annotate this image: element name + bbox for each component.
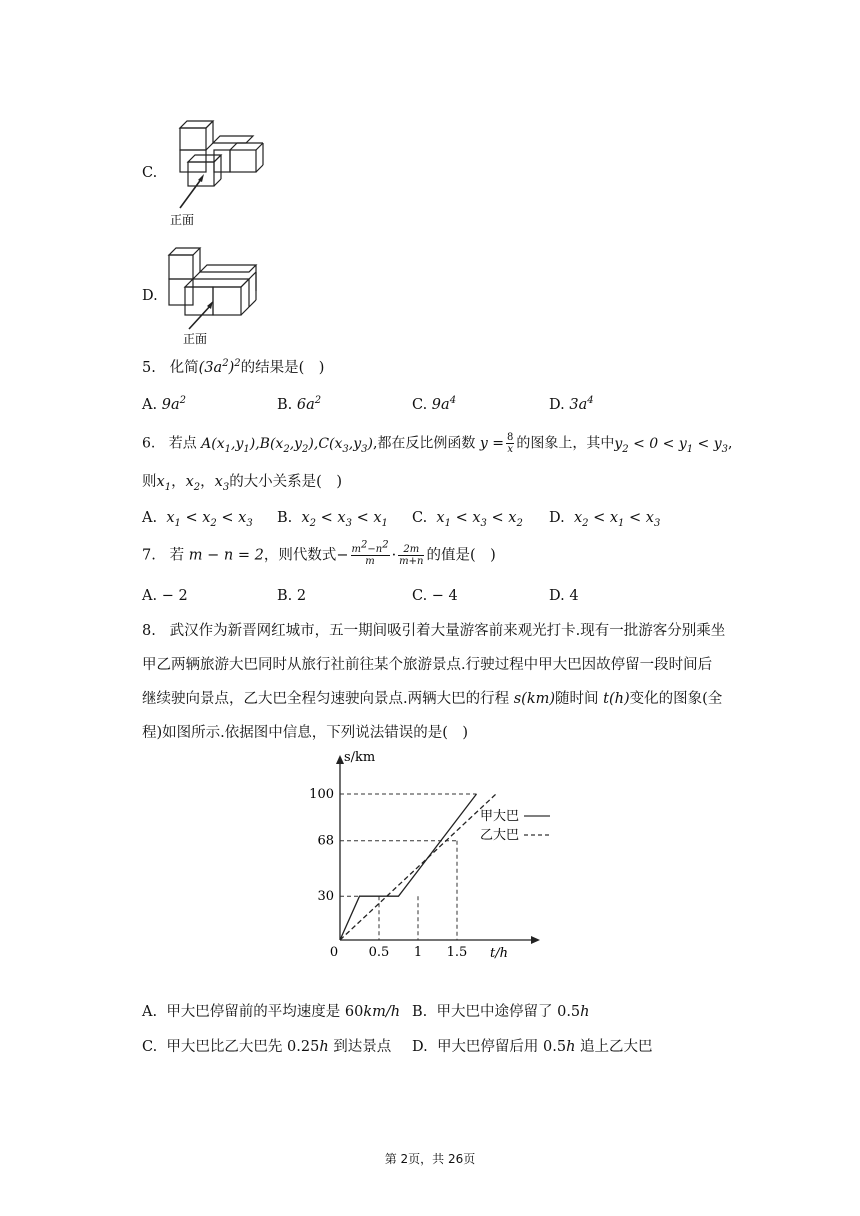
q7-option-b[interactable]: B. 2: [277, 588, 307, 604]
q4-option-c-label: C.: [142, 165, 158, 181]
x-axis-arrow: [531, 936, 540, 944]
y-tick-label: 30: [317, 889, 334, 905]
q4-option-d-front-label: 正面: [183, 332, 208, 346]
y-tick-label: 68: [317, 833, 334, 849]
x-tick-label: 0.5: [368, 945, 390, 960]
q4-option-d-figure: [165, 243, 265, 347]
q6-option-d[interactable]: D. $x_2 < x_1 < x_3$: [549, 510, 661, 529]
q8-number: 8.: [142, 623, 156, 639]
q5-number: 5.: [142, 360, 156, 376]
page-footer: 第 2页，共 26页: [384, 1152, 476, 1166]
series-jia-line: [340, 794, 477, 940]
y-axis-label: s/km: [344, 750, 376, 765]
q4-option-c-front-label: 正面: [170, 213, 195, 227]
q5-option-b[interactable]: B. $6a^2$: [277, 395, 322, 413]
x-tick-label: 1.5: [446, 945, 468, 960]
q7-option-d[interactable]: D. 4: [549, 588, 579, 604]
q4-option-d-label: D.: [142, 288, 158, 304]
q8-option-c[interactable]: C. 甲大巴比乙大巴先 0.25h 到达景点: [142, 1039, 392, 1055]
q5-option-c[interactable]: C. $9a^4$: [412, 395, 457, 413]
q8-stem-line2: 甲乙两辆旅游大巴同时从旅行社前往某个旅游景点.行驶过程中甲大巴因故停留一段时间后: [142, 657, 713, 673]
q7-stem: 7. 若 m − n = 2，则代数式− $\frac{m^2-n^2}{m}$ · $\frac{2m}{m+n}$ 的值是( ): [142, 539, 496, 567]
q8-option-a[interactable]: A. 甲大巴停留前的平均速度是 60km/h: [142, 1004, 401, 1020]
q8-stem-line3: 继续驶向景点，乙大巴全程匀速驶向景点.两辆大巴的行程 s(km)随时间 t(h)变化的图象(全: [142, 691, 723, 707]
q7-option-a[interactable]: A. − 2: [142, 588, 188, 604]
travel-chart: [300, 745, 570, 967]
q6-option-b[interactable]: B. $x_2 < x_3 < x_1$: [277, 510, 388, 529]
q5-stem: 5. 化简$(3a^2)^2$的结果是( ): [142, 358, 325, 376]
legend-label: 甲大巴: [480, 809, 520, 824]
q8-option-d[interactable]: D. 甲大巴停留后用 0.5h 追上乙大巴: [412, 1039, 653, 1055]
q8-option-b[interactable]: B. 甲大巴中途停留了 0.5h: [412, 1004, 590, 1020]
x-tick-label: 0: [329, 945, 339, 960]
q7-option-c[interactable]: C. − 4: [412, 588, 458, 604]
q6-number: 6.: [142, 435, 156, 452]
q6-option-a[interactable]: A. $x_1 < x_2 < x_3$: [142, 510, 253, 529]
q8-stem-line4: 程)如图所示.依据图中信息，下列说法错误的是( ): [142, 725, 469, 741]
x-tick-label: 1: [413, 945, 423, 960]
legend-label: 乙大巴: [480, 828, 520, 843]
x-axis-label: t/h: [490, 946, 508, 961]
q4-option-c-figure: [168, 116, 278, 228]
y-axis-arrow: [336, 755, 344, 764]
q6-option-c[interactable]: C. $x_1 < x_3 < x_2$: [412, 510, 523, 529]
q8-stem-line1: 8. 武汉作为新晋网红城市，五一期间吸引着大量游客前来观光打卡.现有一批游客分别乘坐: [142, 623, 726, 639]
q6-stem-line2: 则$x_1$，$x_2$，$x_3$的大小关系是( ): [142, 474, 343, 493]
q5-option-d[interactable]: D. $3a^4$: [549, 395, 594, 413]
y-tick-label: 100: [309, 787, 334, 802]
q6-stem: 6. 若点 $A(x_1,y_1),B(x_2,y_2),C(x_3,y_3)$,都在反比例函数 y = $\frac{8}{x}$ 的图象上，其中$y_2 < 0 < y_1 < y_3$,: [142, 432, 733, 455]
q5-option-a[interactable]: A. $9a^2$: [142, 395, 186, 413]
q7-number: 7.: [142, 547, 156, 564]
